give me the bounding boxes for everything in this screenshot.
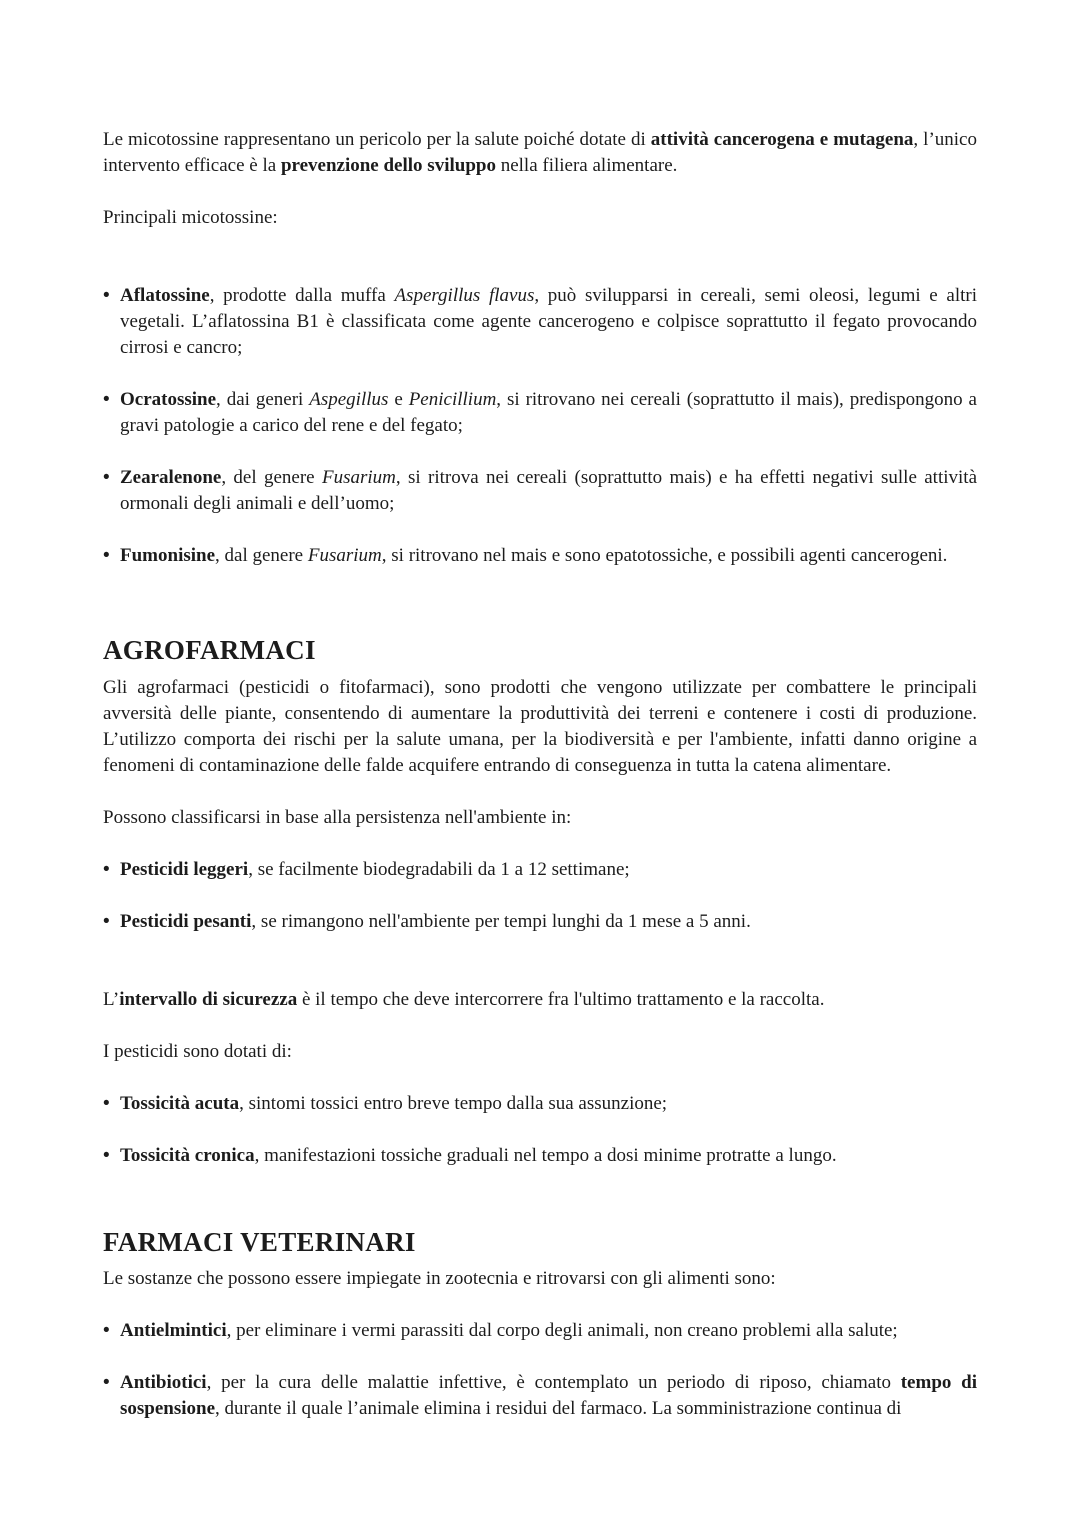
bold-term: Ocratossine	[120, 389, 217, 410]
bold-term: Tossicità acuta	[120, 1093, 240, 1114]
agrofarmaci-classify-intro: Possono classificarsi in base alla persistenza nell'ambiente in:	[103, 807, 572, 828]
bold-term: Zearalenone	[120, 467, 222, 488]
section-heading-farmaci-veterinari: FARMACI VETERINARI	[103, 1227, 416, 1257]
text-run: , sintomi tossici entro breve tempo dalla sua assunzione;	[239, 1093, 668, 1114]
bold-term: Antielmintici	[120, 1320, 227, 1341]
text-run: , dai generi	[216, 389, 310, 410]
list-item-tossicita-cronica	[103, 1143, 977, 1169]
bold-term: prevenzione dello sviluppo	[280, 155, 496, 176]
text-run: è il tempo che deve intercorrere fra l'ultimo trattamento e la raccolta.	[297, 989, 825, 1010]
toxicity-intro: I pesticidi sono dotati di:	[103, 1041, 292, 1062]
list-item-antibiotici	[103, 1370, 977, 1422]
bold-term: attività cancerogena e mutagena	[650, 129, 914, 150]
bold-term: Pesticidi leggeri	[120, 859, 249, 880]
bold-term: Pesticidi pesanti	[120, 911, 252, 932]
text-run: , durante il quale l’animale elimina i residui del farmaco. La somministrazione continua di	[215, 1398, 902, 1419]
mycotoxin-list-intro: Principali micotossine:	[103, 207, 278, 228]
pesticide-class-list	[103, 857, 977, 935]
list-item-zearalenone	[103, 465, 977, 517]
text-run: e	[388, 389, 409, 410]
farmaci-veterinari-intro: Le sostanze che possono essere impiegate in zootecnia e ritrovarsi con gli alimenti sono:	[103, 1268, 776, 1289]
bold-term: Antibiotici	[120, 1372, 207, 1393]
text-run: , dal genere	[215, 545, 308, 566]
text-run: , l’unico intervento efficace è la	[103, 129, 977, 176]
italic-term: Penicillium	[408, 389, 497, 410]
mycotoxin-list	[103, 283, 977, 569]
text-run: , manifestazioni tossiche graduali nel tempo a dosi minime protratte a lungo.	[254, 1145, 837, 1166]
list-item-aflatossine	[103, 283, 977, 361]
list-item-pesticidi-pesanti	[103, 909, 977, 935]
text-run: , si ritrovano nel mais e sono epatotossiche, e possibili agenti cancerogeni.	[381, 545, 948, 566]
italic-term: Fusarium	[307, 545, 382, 566]
list-item-pesticidi-leggeri	[103, 857, 977, 883]
italic-term: Aspegillus	[309, 389, 389, 410]
text-run: , si ritrova nei cereali (soprattutto mais) e ha effetti negativi sulle attività ormonali degli animali e dell’uomo;	[120, 467, 977, 514]
list-item-fumonisine	[103, 543, 977, 569]
bold-term: tempo di sospensione	[120, 1372, 977, 1419]
list-item-ocratossine	[103, 387, 977, 439]
mycotoxin-intro-paragraph	[103, 127, 977, 179]
text-run: , per la cura delle malattie infettive, è contemplato un periodo di riposo, chiamato	[206, 1372, 901, 1393]
bold-term: intervallo di sicurezza	[119, 989, 298, 1010]
intervallo-sicurezza-paragraph	[103, 987, 977, 1013]
agrofarmaci-paragraph: Gli agrofarmaci (pesticidi o fitofarmaci), sono prodotti che vengono utilizzate per combattere le principali avversità delle piante, consentendo di aumentare la produttività dei terreni e contenere i costi di produzione. L’utilizzo comporta dei rischi per la salute umana, per la biodiversità e per l'ambiente, infatti danno origine a fenomeni di contaminazione delle falde acquifere entrando di conseguenza in tutta la catena alimentare.	[103, 677, 977, 776]
veterinary-drug-list	[103, 1318, 977, 1422]
text-run: L’	[103, 989, 120, 1010]
bold-term: Tossicità cronica	[120, 1145, 255, 1166]
italic-term: Fusarium	[321, 467, 396, 488]
text-run: , per eliminare i vermi parassiti dal corpo degli animali, non creano problemi alla salute;	[226, 1320, 898, 1341]
section-heading-agrofarmaci: AGROFARMACI	[103, 635, 316, 665]
text-run: , si ritrovano nei cereali (soprattutto il mais), predispongono a gravi patologie a carico del rene e del fegato;	[120, 389, 977, 436]
text-run: , se rimangono nell'ambiente per tempi lunghi da 1 mese a 5 anni.	[251, 911, 751, 932]
text-run: Le micotossine rappresentano un pericolo per la salute poiché dotate di	[103, 129, 651, 150]
list-item-tossicita-acuta	[103, 1091, 977, 1117]
text-run: , può svilupparsi in cereali, semi oleosi, legumi e altri vegetali. L’aflatossina B1 è classificata come agente cancerogeno e colpisce soprattutto il fegato provocando cirrosi e cancro;	[120, 285, 977, 358]
text-run: nella filiera alimentare.	[495, 155, 678, 176]
bold-term: Fumonisine	[120, 545, 216, 566]
italic-term: Aspergillus flavus	[394, 285, 535, 306]
text-run: , se facilmente biodegradabili da 1 a 12 settimane;	[248, 859, 630, 880]
bold-term: Aflatossine	[120, 285, 210, 306]
list-item-antielmintici	[103, 1318, 977, 1344]
text-run: , del genere	[221, 467, 322, 488]
toxicity-list	[103, 1091, 977, 1169]
text-run: , prodotte dalla muffa	[209, 285, 395, 306]
page-content	[103, 127, 977, 1422]
